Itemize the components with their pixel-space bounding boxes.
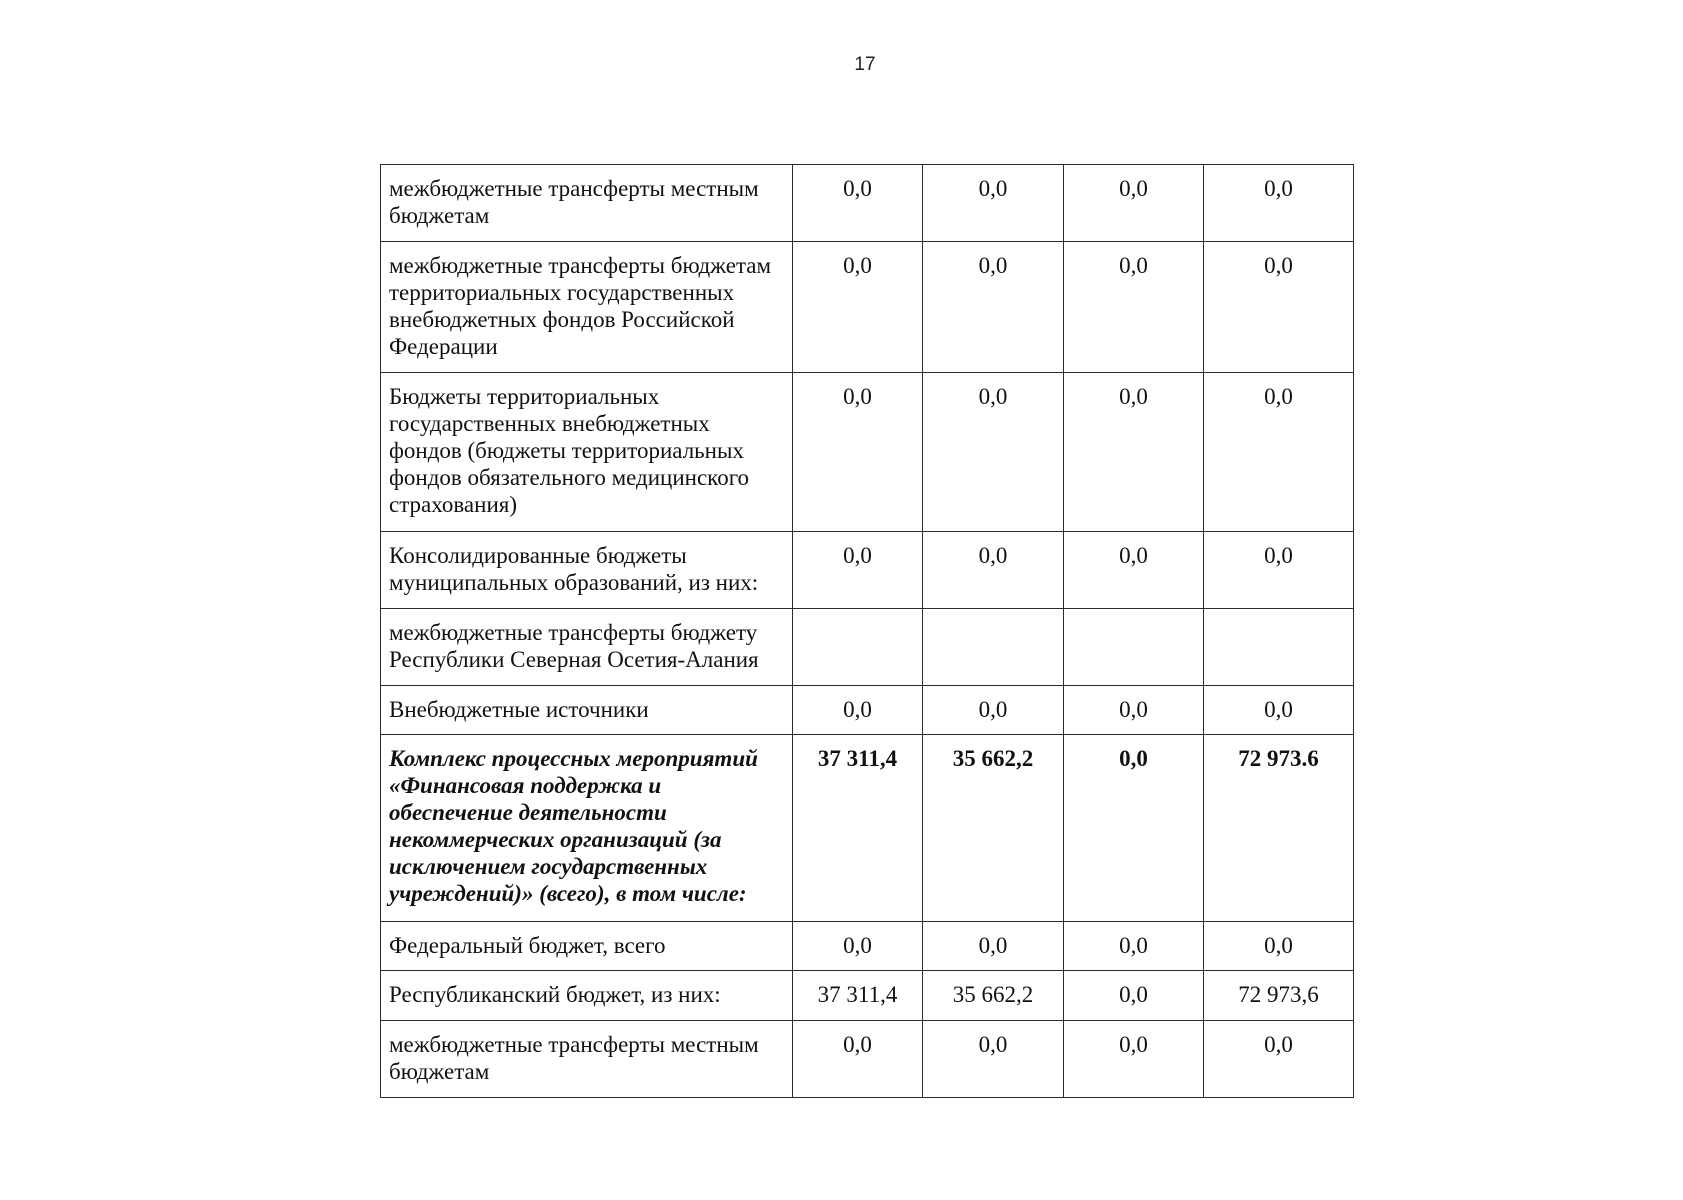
value-cell xyxy=(1204,609,1354,686)
value-cell: 0,0 xyxy=(793,532,923,609)
value-cell: 0,0 xyxy=(793,242,923,373)
row-label: Комплекс процессных мероприятий «Финансовая поддержка и обеспечение деятельности некоммерческих организаций (за исключением государственных учреждений)» (всего), в том числе: xyxy=(381,735,793,922)
value-cell: 0,0 xyxy=(923,165,1064,242)
value-cell: 0,0 xyxy=(1204,1021,1354,1098)
value-cell: 0,0 xyxy=(1064,165,1204,242)
value-cell: 0,0 xyxy=(1064,971,1204,1021)
row-label: Федеральный бюджет, всего xyxy=(381,922,793,971)
value-cell: 72 973,6 xyxy=(1204,971,1354,1021)
table-row xyxy=(381,971,1354,1021)
table-row xyxy=(381,532,1354,609)
row-label: межбюджетные трансферты местным бюджетам xyxy=(381,165,793,242)
value-cell: 0,0 xyxy=(1204,242,1354,373)
row-label: межбюджетные трансферты местным бюджетам xyxy=(381,1021,793,1098)
value-cell: 0,0 xyxy=(793,165,923,242)
row-label: Бюджеты территориальных государственных внебюджетных фондов (бюджеты территориальных фондов обязательного медицинского страхования) xyxy=(381,373,793,532)
value-cell: 0,0 xyxy=(1064,532,1204,609)
value-cell: 0,0 xyxy=(1204,686,1354,735)
value-cell: 0,0 xyxy=(1204,373,1354,532)
table-row-subtotal xyxy=(381,735,1354,922)
row-label: Внебюджетные источники xyxy=(381,686,793,735)
value-cell: 35 662,2 xyxy=(923,971,1064,1021)
value-cell: 0,0 xyxy=(923,686,1064,735)
table-row xyxy=(381,922,1354,971)
budget-table xyxy=(380,164,1354,1098)
table-row xyxy=(381,242,1354,373)
value-cell: 0,0 xyxy=(793,686,923,735)
value-cell: 0,0 xyxy=(923,373,1064,532)
value-cell xyxy=(793,609,923,686)
value-cell: 0,0 xyxy=(1064,922,1204,971)
value-cell: 37 311,4 xyxy=(793,971,923,1021)
value-cell: 0,0 xyxy=(923,532,1064,609)
value-cell: 0,0 xyxy=(1064,735,1204,922)
row-label: межбюджетные трансферты бюджету Республики Северная Осетия-Алания xyxy=(381,609,793,686)
value-cell: 0,0 xyxy=(923,242,1064,373)
value-cell xyxy=(1064,609,1204,686)
value-cell: 0,0 xyxy=(923,922,1064,971)
table-row xyxy=(381,609,1354,686)
value-cell: 0,0 xyxy=(1204,532,1354,609)
row-label: Консолидированные бюджеты муниципальных образований, из них: xyxy=(381,532,793,609)
value-cell: 0,0 xyxy=(1204,922,1354,971)
table-row xyxy=(381,165,1354,242)
row-label: Республиканский бюджет, из них: xyxy=(381,971,793,1021)
table-row xyxy=(381,686,1354,735)
value-cell: 72 973.6 xyxy=(1204,735,1354,922)
page-number: 17 xyxy=(854,54,876,75)
value-cell: 0,0 xyxy=(793,373,923,532)
value-cell: 37 311,4 xyxy=(793,735,923,922)
table-row xyxy=(381,373,1354,532)
value-cell: 0,0 xyxy=(1064,1021,1204,1098)
value-cell: 35 662,2 xyxy=(923,735,1064,922)
value-cell: 0,0 xyxy=(923,1021,1064,1098)
value-cell: 0,0 xyxy=(1064,242,1204,373)
value-cell: 0,0 xyxy=(1204,165,1354,242)
value-cell: 0,0 xyxy=(793,922,923,971)
value-cell xyxy=(923,609,1064,686)
table-row xyxy=(381,1021,1354,1098)
value-cell: 0,0 xyxy=(1064,686,1204,735)
value-cell: 0,0 xyxy=(1064,373,1204,532)
value-cell: 0,0 xyxy=(793,1021,923,1098)
row-label: межбюджетные трансферты бюджетам территориальных государственных внебюджетных фондов Российской Федерации xyxy=(381,242,793,373)
